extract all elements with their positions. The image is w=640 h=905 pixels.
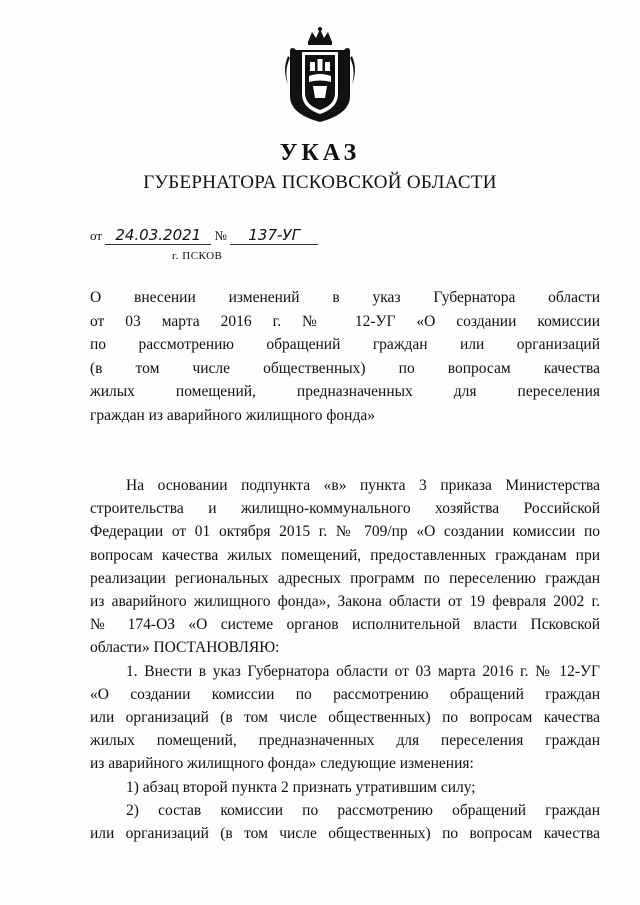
body-line: из аварийного жилищного фонда» следующие изменения: xyxy=(90,755,474,773)
body-line: реализации региональных адресных программ по переселению граждан xyxy=(90,569,600,587)
body-line: строительства и жилищно-коммунального хозяйства Российской xyxy=(90,500,600,518)
heading-line: по рассмотрению обращений граждан или организаций xyxy=(90,336,600,354)
body-line: или организаций (в том числе общественных) по вопросам качества xyxy=(90,709,600,727)
coat-of-arms-icon xyxy=(282,26,358,126)
body-line: № 174-ОЗ «О системе органов исполнительной власти Псковской xyxy=(90,616,600,634)
body-line: На основании подпункта «в» пункта 3 приказа Министерства xyxy=(126,477,600,494)
body-line: жилых помещений, предназначенных для переселения граждан xyxy=(90,732,600,750)
body-line: 1) абзац второй пункта 2 признать утратившим силу; xyxy=(126,778,476,796)
body-line: Федерации от 01 октября 2015 г. № 709/пр «О создании комиссии по xyxy=(90,523,600,541)
date-number-line xyxy=(90,226,318,245)
date-prefix: от xyxy=(90,228,103,243)
body-line: или организаций (в том числе общественных) по вопросам качества xyxy=(90,825,600,843)
body-line: области» ПОСТАНОВЛЯЮ: xyxy=(90,639,280,657)
body-line: вопросам качества жилых помещений, предоставленных гражданам при xyxy=(90,546,600,564)
heading-line: (в том числе общественных) по вопросам качества xyxy=(90,359,600,377)
heading-line: О внесении изменений в указ Губернатора области xyxy=(90,289,600,306)
heading-line: граждан из аварийного жилищного фонда» xyxy=(90,406,375,424)
date-handwritten: 24.03.2021 xyxy=(105,226,211,245)
decree-heading xyxy=(90,286,600,428)
body-line: 2) состав комиссии по рассмотрению обращений граждан xyxy=(126,801,600,819)
number-handwritten: 137-УГ xyxy=(230,226,318,245)
document-title: УКАЗ xyxy=(279,140,361,166)
number-prefix: № xyxy=(214,228,227,243)
body-line: 1. Внести в указ Губернатора области от 03 марта 2016 г. № 12-УГ xyxy=(126,662,600,680)
body-line: из аварийного жилищного фонда», Закона области от 19 февраля 2002 г. xyxy=(90,593,600,611)
decree-body xyxy=(90,474,600,845)
city-label: г. ПСКОВ xyxy=(172,250,223,262)
document-subtitle: ГУБЕРНАТОРА ПСКОВСКОЙ ОБЛАСТИ xyxy=(143,172,497,193)
heading-line: жилых помещений, предназначенных для переселения xyxy=(90,383,600,401)
heading-line: от 03 марта 2016 г. № 12-УГ «О создании комиссии xyxy=(90,312,600,330)
body-line: «О создании комиссии по рассмотрению обращений граждан xyxy=(90,685,600,703)
